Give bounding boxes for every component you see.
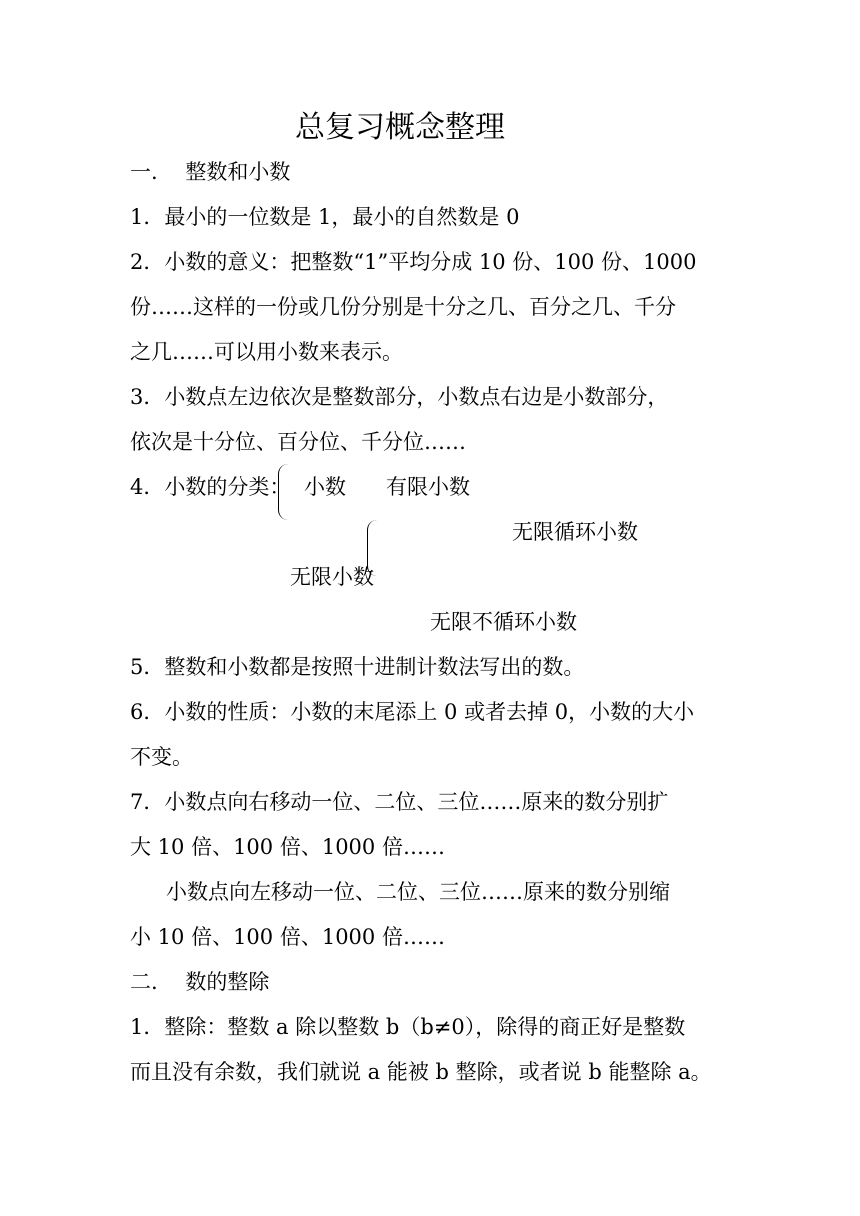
classification-infinite-decimal: 无限小数	[290, 565, 374, 589]
item-2-line-1: 2．小数的意义：把整数“1”平均分成 10 份、100 份、1000	[130, 250, 697, 274]
item-4-label: 4．小数的分类：	[130, 475, 291, 499]
item-3-line-1: 3．小数点左边依次是整数部分，小数点右边是小数部分，	[130, 385, 669, 409]
divisibility-item-1-line-1: 1．整除：整数 a 除以整数 b（b≠0），除得的商正好是整数	[130, 1015, 686, 1039]
item-3-line-2: 依次是十分位、百分位、千分位……	[130, 430, 466, 454]
item-5-text: 5．整数和小数都是按照十进制计数法写出的数。	[130, 655, 585, 679]
item-2-line-2: 份……这样的一份或几份分别是十分之几、百分之几、千分	[130, 295, 676, 319]
section-heading-integers-decimals: 一. 整数和小数	[130, 160, 291, 184]
classification-recurring-decimal: 无限循环小数	[512, 520, 638, 544]
classification-decimal: 小数	[304, 475, 346, 499]
item-1-text: 1．最小的一位数是 1，最小的自然数是 0	[130, 205, 520, 229]
section-heading-divisibility: 二. 数的整除	[130, 970, 270, 994]
classification-finite-decimal: 有限小数	[386, 475, 470, 499]
item-7-line-3: 小数点向左移动一位、二位、三位……原来的数分别缩	[166, 880, 670, 904]
page-title: 总复习概念整理	[295, 110, 505, 145]
classification-brace-outer	[278, 464, 289, 520]
item-2-line-3: 之几……可以用小数来表示。	[130, 340, 403, 364]
item-6-line-2: 不变。	[130, 745, 193, 769]
classification-nonrecurring-decimal: 无限不循环小数	[430, 610, 577, 634]
item-7-line-2: 大 10 倍、100 倍、1000 倍……	[130, 835, 445, 859]
item-6-line-1: 6．小数的性质：小数的末尾添上 0 或者去掉 0，小数的大小	[130, 700, 695, 724]
item-7-line-1: 7．小数点向右移动一位、二位、三位……原来的数分别扩	[130, 790, 669, 814]
item-7-line-4: 小 10 倍、100 倍、1000 倍……	[130, 925, 445, 949]
divisibility-item-1-line-2: 而且没有余数，我们就说 a 能被 b 整除，或者说 b 能整除 a。	[130, 1060, 712, 1084]
